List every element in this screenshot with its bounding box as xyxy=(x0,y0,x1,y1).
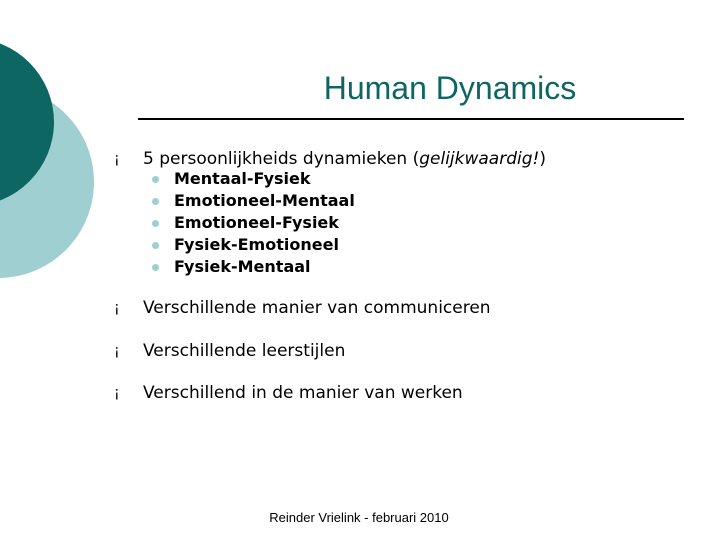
dot-bullet-icon xyxy=(152,242,159,249)
dot-bullet-icon xyxy=(152,264,159,271)
title-underline xyxy=(138,118,684,120)
bullet-text: Verschillende leerstijlen xyxy=(143,341,346,361)
slide-title: Human Dynamics xyxy=(323,70,577,106)
hollow-bullet-icon: ¡ xyxy=(114,151,120,167)
dot-bullet-icon xyxy=(152,176,159,183)
bullet-text: Verschillend in de manier van werken xyxy=(143,383,463,403)
hollow-bullet-icon: ¡ xyxy=(114,343,120,359)
dot-bullet-icon xyxy=(152,220,159,227)
hollow-bullet-icon: ¡ xyxy=(114,300,120,316)
slide-footer: Reinder Vrielink - februari 2010 xyxy=(269,510,449,525)
dot-bullet-icon xyxy=(152,198,159,205)
bullet-text: Verschillende manier van communiceren xyxy=(143,298,491,318)
bullet-text: 5 persoonlijkheids dynamieken (gelijkwaardig!) xyxy=(143,149,546,169)
hollow-bullet-icon: ¡ xyxy=(114,385,120,401)
